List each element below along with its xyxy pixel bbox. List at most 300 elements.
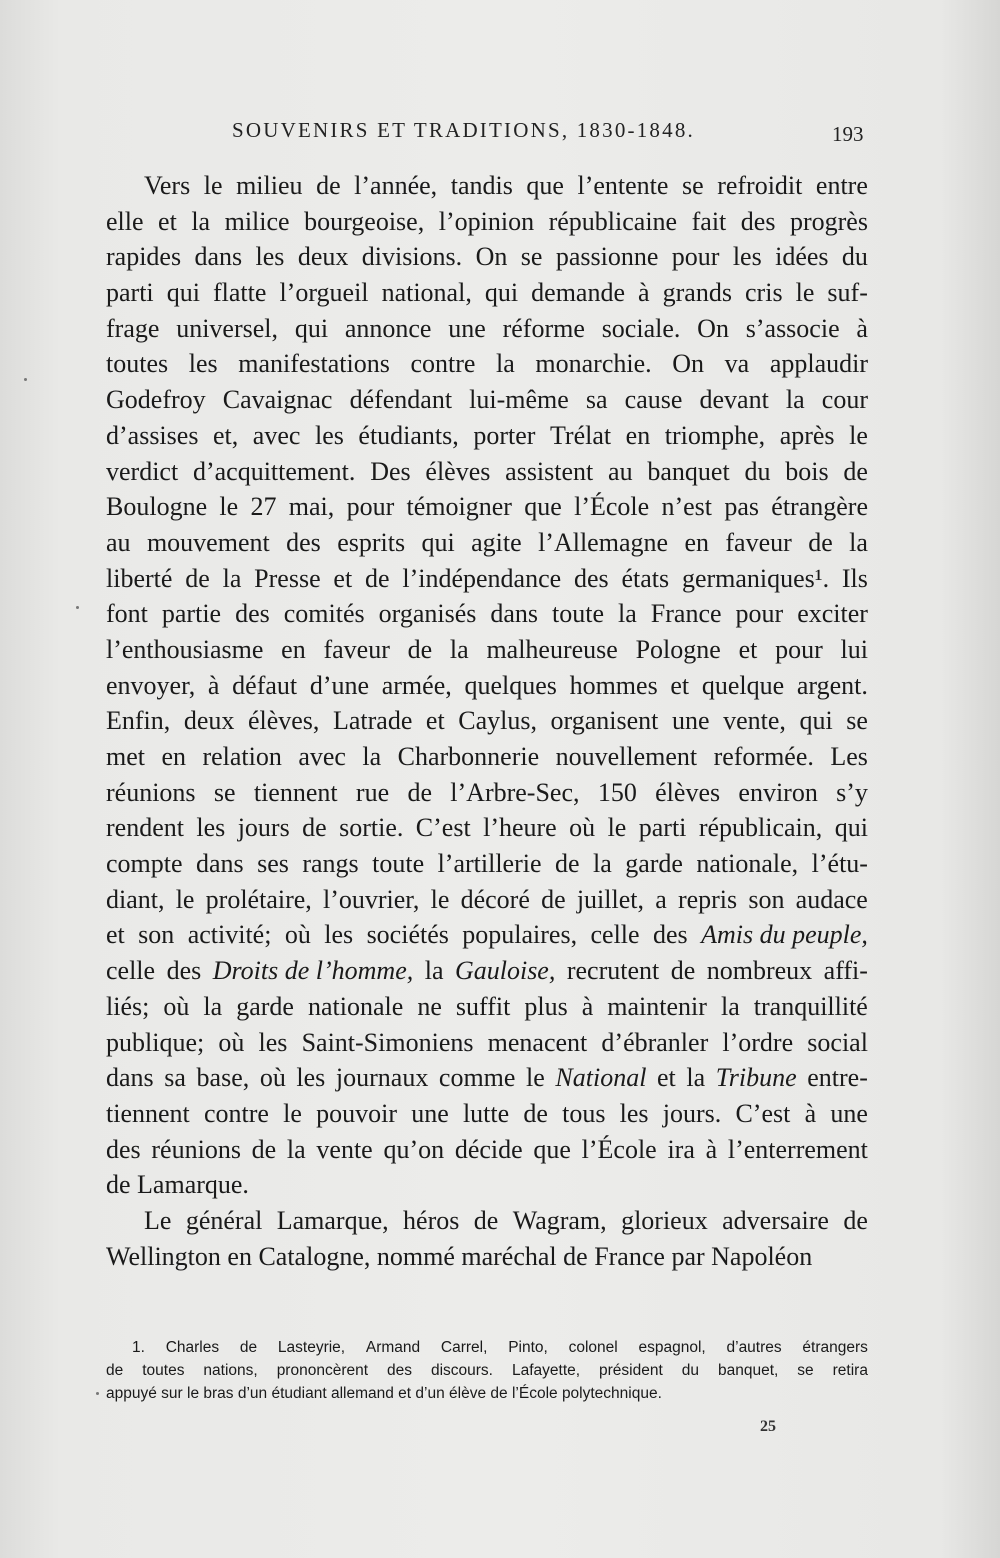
word: à bbox=[207, 670, 220, 700]
word: la bbox=[222, 563, 242, 593]
footnote-word: étudiant bbox=[271, 1385, 331, 1402]
word: banquet bbox=[647, 456, 730, 486]
word: le bbox=[203, 171, 223, 200]
word: des bbox=[166, 956, 202, 986]
word: social bbox=[807, 1027, 868, 1057]
word: jours. bbox=[662, 1098, 722, 1128]
word: sociétés bbox=[366, 920, 449, 950]
word: exciter bbox=[797, 599, 868, 629]
word: pour bbox=[775, 634, 823, 664]
word: Lamarque, bbox=[276, 1205, 389, 1235]
word: manifestations bbox=[238, 349, 390, 379]
text-line bbox=[106, 1203, 868, 1239]
word: l’Arbre-Sec, bbox=[450, 777, 580, 807]
word: Tribune bbox=[715, 1063, 797, 1093]
word: va bbox=[724, 349, 750, 379]
word: états bbox=[621, 563, 670, 593]
word: demande bbox=[531, 278, 625, 308]
word: parti bbox=[106, 278, 154, 308]
footnote-word: sur bbox=[161, 1385, 188, 1402]
word: l’étu- bbox=[811, 849, 868, 879]
text-line bbox=[106, 917, 868, 953]
word: passionne bbox=[555, 242, 659, 272]
footnote-word: et bbox=[398, 1385, 416, 1402]
word: réforme bbox=[502, 313, 585, 343]
word: l’opinion bbox=[438, 206, 535, 236]
word: Boulogne bbox=[106, 492, 208, 522]
word: argent. bbox=[796, 670, 868, 700]
word: élèves bbox=[425, 456, 491, 486]
word: comités bbox=[283, 599, 365, 629]
body-text bbox=[106, 168, 868, 1274]
word: relation bbox=[202, 742, 282, 771]
paper-speck bbox=[96, 1392, 99, 1395]
word: lui bbox=[840, 634, 868, 664]
word: nombreux bbox=[706, 956, 813, 986]
word: en bbox=[281, 634, 306, 664]
word: agite bbox=[471, 527, 522, 557]
word: une bbox=[671, 706, 710, 736]
text-line bbox=[106, 382, 868, 418]
word: qui bbox=[799, 706, 833, 736]
word: environ bbox=[738, 777, 818, 807]
word: vente, bbox=[723, 706, 786, 736]
word: Pologne bbox=[635, 634, 721, 664]
word: dans bbox=[490, 599, 539, 629]
word: le bbox=[175, 884, 195, 914]
word: que bbox=[533, 1134, 571, 1164]
footnote-word: des bbox=[387, 1362, 412, 1379]
word: les bbox=[324, 920, 354, 950]
word: pour bbox=[671, 242, 720, 272]
word: milieu bbox=[236, 171, 303, 200]
word: de bbox=[407, 634, 433, 664]
word: en bbox=[684, 527, 709, 557]
text-line bbox=[106, 632, 868, 668]
word: de bbox=[106, 1170, 138, 1200]
word: les bbox=[196, 813, 226, 843]
text-line bbox=[106, 1060, 868, 1096]
footnote-word: Lasteyrie, bbox=[277, 1339, 346, 1356]
word: une bbox=[830, 1098, 868, 1128]
word: maréchal bbox=[461, 1241, 564, 1271]
word: ira bbox=[667, 1134, 695, 1164]
word: et bbox=[738, 634, 758, 664]
word: qui bbox=[294, 313, 329, 343]
word: des bbox=[740, 206, 776, 236]
page-number: 193 bbox=[832, 122, 864, 146]
word: lutte bbox=[462, 1098, 510, 1128]
word: diant, bbox=[106, 884, 165, 914]
word: la bbox=[720, 991, 740, 1021]
word: 27 bbox=[250, 492, 277, 522]
text-line bbox=[106, 596, 868, 632]
word: de bbox=[302, 813, 327, 843]
word: applaudir bbox=[769, 349, 868, 379]
word: contre bbox=[203, 1098, 269, 1128]
footnote-word: le bbox=[187, 1385, 204, 1402]
footnotes bbox=[106, 1336, 868, 1405]
word: toute bbox=[552, 599, 605, 629]
word: du bbox=[841, 242, 868, 272]
word: Les bbox=[830, 742, 868, 771]
word: de bbox=[670, 956, 696, 986]
word: cause bbox=[624, 385, 683, 415]
word: font bbox=[106, 599, 148, 629]
word: Presse bbox=[254, 563, 321, 593]
word: sortie. bbox=[339, 813, 404, 843]
footnote-word: de bbox=[490, 1385, 512, 1402]
word: défaut bbox=[232, 670, 298, 700]
text-line bbox=[106, 1239, 868, 1275]
word: toute bbox=[372, 849, 425, 879]
word: qui bbox=[484, 278, 519, 308]
word: qu’on bbox=[383, 1134, 445, 1164]
word: On bbox=[672, 349, 705, 379]
word: garde bbox=[625, 849, 683, 879]
word: le bbox=[849, 420, 868, 450]
text-line bbox=[106, 775, 868, 811]
word: parti bbox=[638, 813, 687, 843]
word: flatte bbox=[212, 278, 267, 308]
word: la bbox=[449, 634, 469, 664]
word: rapides bbox=[106, 242, 182, 272]
text-line bbox=[106, 561, 868, 597]
word: armée, bbox=[381, 670, 452, 700]
word: d’acquittement. bbox=[192, 456, 356, 486]
footnote-word: nations, bbox=[203, 1362, 258, 1379]
word: la bbox=[592, 849, 612, 879]
word: où bbox=[163, 991, 190, 1021]
word: prolétaire, bbox=[205, 884, 312, 914]
word: de bbox=[541, 884, 566, 914]
word: ne bbox=[417, 991, 442, 1021]
word: le bbox=[526, 1063, 545, 1093]
word: monarchie. bbox=[535, 349, 652, 379]
footnote-word: Lafayette, bbox=[511, 1362, 581, 1379]
word: la bbox=[849, 527, 868, 557]
word: réunions bbox=[106, 777, 196, 807]
word: idées bbox=[775, 242, 829, 272]
footnote-word: colonel bbox=[568, 1339, 618, 1356]
footnote-word: Armand bbox=[365, 1339, 421, 1356]
word: en bbox=[625, 420, 651, 450]
word: le bbox=[283, 1098, 302, 1128]
text-line bbox=[106, 275, 868, 311]
text-line bbox=[106, 703, 868, 739]
word: les bbox=[296, 1063, 326, 1093]
text-line bbox=[106, 953, 868, 989]
word: 150 bbox=[597, 777, 637, 807]
word: étrangère bbox=[771, 492, 868, 522]
word: envoyer, bbox=[106, 670, 196, 700]
word: des bbox=[573, 563, 609, 593]
word: au bbox=[608, 456, 633, 486]
text-line bbox=[106, 525, 868, 561]
footnote-word: polytechnique. bbox=[561, 1385, 662, 1402]
footnote-word: Charles bbox=[165, 1339, 220, 1356]
word: décide bbox=[454, 1134, 523, 1164]
word: populaires, bbox=[462, 920, 578, 950]
word: maintenir bbox=[607, 991, 707, 1021]
word: reformée. bbox=[713, 742, 814, 771]
footnote-word: du bbox=[681, 1362, 699, 1379]
footnote-word: Carrel, bbox=[440, 1339, 488, 1356]
word: des bbox=[286, 527, 321, 557]
word: de bbox=[473, 1205, 499, 1235]
word: la bbox=[618, 599, 637, 629]
word: Saint-Simoniens bbox=[301, 1027, 474, 1057]
word: l’ordre bbox=[722, 1027, 794, 1057]
word: menacent bbox=[487, 1027, 588, 1057]
word: Cavaignac bbox=[222, 385, 333, 415]
word: toutes bbox=[106, 349, 169, 379]
word: le bbox=[219, 492, 239, 522]
word: et bbox=[106, 920, 125, 950]
word: de bbox=[808, 527, 833, 557]
word: républicain, bbox=[698, 813, 823, 843]
word: On bbox=[475, 242, 508, 272]
word: celle bbox=[590, 920, 640, 950]
word: pour bbox=[735, 599, 784, 629]
word: On bbox=[697, 313, 729, 343]
word: base, bbox=[196, 1063, 250, 1093]
word: Le bbox=[144, 1205, 172, 1235]
word: organisés bbox=[378, 599, 477, 629]
word: adversaire bbox=[722, 1205, 829, 1235]
word: le bbox=[607, 813, 627, 843]
word: divisions. bbox=[361, 242, 463, 272]
word: Wagram, bbox=[512, 1205, 607, 1235]
text-line bbox=[106, 739, 868, 775]
word: nouvellement bbox=[555, 742, 698, 771]
word: deux bbox=[297, 242, 349, 272]
word: a bbox=[655, 884, 667, 914]
word: entre bbox=[815, 171, 868, 200]
word: d’une bbox=[309, 670, 370, 700]
word: Trélat bbox=[549, 420, 612, 450]
word: de bbox=[316, 171, 341, 200]
word: et bbox=[158, 206, 177, 236]
word: Catalogne, bbox=[258, 1241, 377, 1271]
paper-speck bbox=[76, 606, 79, 609]
word: d’ébranler bbox=[601, 1027, 709, 1057]
footnote-word: l’École bbox=[511, 1385, 562, 1402]
text-line bbox=[106, 846, 868, 882]
footnote-line bbox=[106, 1359, 868, 1382]
footnote-word: discours. bbox=[430, 1362, 493, 1379]
word: nationale, bbox=[696, 849, 799, 879]
word: avec bbox=[252, 420, 301, 450]
word: National bbox=[555, 1063, 647, 1093]
word: verdict bbox=[106, 456, 179, 486]
text-line bbox=[106, 239, 868, 275]
text-line bbox=[106, 1132, 868, 1168]
word: deux bbox=[183, 706, 235, 736]
word: les bbox=[255, 242, 285, 272]
text-line bbox=[106, 989, 868, 1025]
word: national, bbox=[381, 278, 472, 308]
word: la bbox=[286, 1134, 306, 1164]
word: bourgeoise, bbox=[304, 206, 425, 236]
word: tiennent bbox=[106, 1098, 190, 1128]
word: une bbox=[448, 313, 486, 343]
text-line bbox=[106, 489, 868, 525]
word: Vers bbox=[144, 171, 191, 200]
running-head: SOUVENIRS ET TRADITIONS, 1830-1848. bbox=[232, 118, 695, 142]
word: se bbox=[681, 171, 704, 200]
word: l’enterrement bbox=[727, 1134, 868, 1164]
text-line bbox=[106, 1096, 868, 1132]
word: l’Allemagne bbox=[538, 527, 669, 557]
text-line bbox=[106, 810, 868, 846]
footnote-word: d’un bbox=[415, 1385, 450, 1402]
word: où bbox=[259, 1063, 286, 1093]
word: qui bbox=[834, 813, 868, 843]
word: rendent bbox=[106, 813, 184, 843]
text-line bbox=[106, 168, 868, 204]
word: suf- bbox=[827, 278, 868, 308]
word: faveur bbox=[323, 634, 390, 664]
word: nationale bbox=[307, 991, 404, 1021]
word: germaniques¹. bbox=[681, 563, 830, 593]
word: l’année, bbox=[354, 171, 438, 200]
word: Napoléon bbox=[711, 1241, 813, 1271]
word: et bbox=[670, 670, 690, 700]
word: journaux bbox=[335, 1063, 429, 1093]
word: de bbox=[563, 1241, 595, 1271]
word: vente bbox=[316, 1134, 373, 1164]
word: frage bbox=[106, 313, 160, 343]
word: en bbox=[161, 742, 186, 771]
word: bois bbox=[785, 456, 829, 486]
word: de bbox=[843, 1205, 868, 1235]
word: où bbox=[569, 813, 596, 843]
word: à bbox=[638, 278, 650, 308]
word: repris bbox=[677, 884, 738, 914]
word: témoigner bbox=[406, 492, 512, 522]
word: l’École bbox=[581, 1134, 657, 1164]
text-line bbox=[106, 882, 868, 918]
word: du bbox=[744, 456, 771, 486]
word: plus bbox=[524, 991, 568, 1021]
word: le bbox=[795, 278, 815, 308]
word: la bbox=[424, 956, 444, 986]
word: mai, bbox=[288, 492, 335, 522]
word: de bbox=[185, 563, 210, 593]
word: la bbox=[203, 991, 223, 1021]
word: audace bbox=[795, 884, 868, 914]
word: s’associe bbox=[745, 313, 840, 343]
word: suffit bbox=[455, 991, 511, 1021]
word: sa bbox=[585, 385, 608, 415]
word: sociale. bbox=[601, 313, 681, 343]
word: France bbox=[594, 1241, 672, 1271]
word: de bbox=[407, 777, 432, 807]
word: son bbox=[748, 884, 785, 914]
word: rue bbox=[355, 777, 390, 807]
word: l’ouvrier, bbox=[322, 884, 420, 914]
word: C’est bbox=[735, 1098, 791, 1128]
word: Charbonnerie bbox=[397, 742, 540, 771]
word: Ils bbox=[841, 563, 868, 593]
word: assistent bbox=[505, 456, 594, 486]
footnote-word: prononcèrent bbox=[276, 1362, 369, 1379]
text-line bbox=[106, 668, 868, 704]
word: triomphe, bbox=[664, 420, 766, 450]
word: élèves bbox=[655, 777, 721, 807]
word: élèves, bbox=[247, 706, 320, 736]
text-line bbox=[106, 1025, 868, 1061]
word: Gauloise, bbox=[454, 956, 556, 986]
footnote-word: toutes bbox=[142, 1362, 185, 1379]
word: décoré bbox=[460, 884, 530, 914]
word: les bbox=[732, 242, 762, 272]
footnote-word: allemand bbox=[330, 1385, 399, 1402]
word: de bbox=[554, 849, 580, 879]
footnote-word: 1. bbox=[132, 1339, 145, 1356]
word: grands bbox=[662, 278, 732, 308]
word: C’est bbox=[415, 813, 471, 843]
word: elle bbox=[106, 206, 144, 236]
word: Lamarque. bbox=[137, 1170, 249, 1200]
word: où bbox=[218, 1027, 245, 1057]
word: tous bbox=[562, 1098, 606, 1128]
word: tranquillité bbox=[753, 991, 868, 1021]
word: Amis du peuple, bbox=[701, 920, 868, 950]
word: quelque bbox=[701, 670, 785, 700]
word: le bbox=[430, 884, 450, 914]
word: les bbox=[619, 1098, 649, 1128]
word: recrutent bbox=[566, 956, 660, 986]
word: où bbox=[284, 920, 311, 950]
word: Godefroy bbox=[106, 385, 206, 415]
word: républicaine bbox=[548, 206, 678, 236]
word: dans bbox=[106, 1063, 154, 1093]
word: de bbox=[523, 1098, 548, 1128]
word: tiennent bbox=[253, 777, 338, 807]
word: affi- bbox=[823, 956, 868, 986]
word: après bbox=[779, 420, 835, 450]
footnote-word: Pinto, bbox=[508, 1339, 548, 1356]
word: dans bbox=[195, 849, 244, 879]
word: l’heure bbox=[483, 813, 557, 843]
footnote-word: retira bbox=[832, 1362, 868, 1379]
word: tandis bbox=[450, 171, 513, 200]
word: général bbox=[185, 1205, 263, 1235]
word: l’École bbox=[574, 492, 650, 522]
word: devant bbox=[699, 385, 769, 415]
word: milice bbox=[224, 206, 290, 236]
footnote-line bbox=[106, 1382, 868, 1405]
word: Des bbox=[370, 456, 411, 486]
word: rangs bbox=[302, 849, 359, 879]
footnote-word: se bbox=[797, 1362, 814, 1379]
word: et, bbox=[212, 420, 239, 450]
word: une bbox=[411, 1098, 449, 1128]
footnote-word: d’un bbox=[237, 1385, 272, 1402]
word: quelques bbox=[464, 670, 557, 700]
word: partie bbox=[161, 599, 222, 629]
word: contre bbox=[410, 349, 476, 379]
word: celle bbox=[106, 956, 156, 986]
word: Droits de l’homme, bbox=[212, 956, 414, 986]
word: en bbox=[227, 1241, 259, 1271]
word: nommé bbox=[376, 1241, 462, 1271]
word: à bbox=[804, 1098, 817, 1128]
word: glorieux bbox=[621, 1205, 708, 1235]
word: la bbox=[362, 742, 382, 771]
